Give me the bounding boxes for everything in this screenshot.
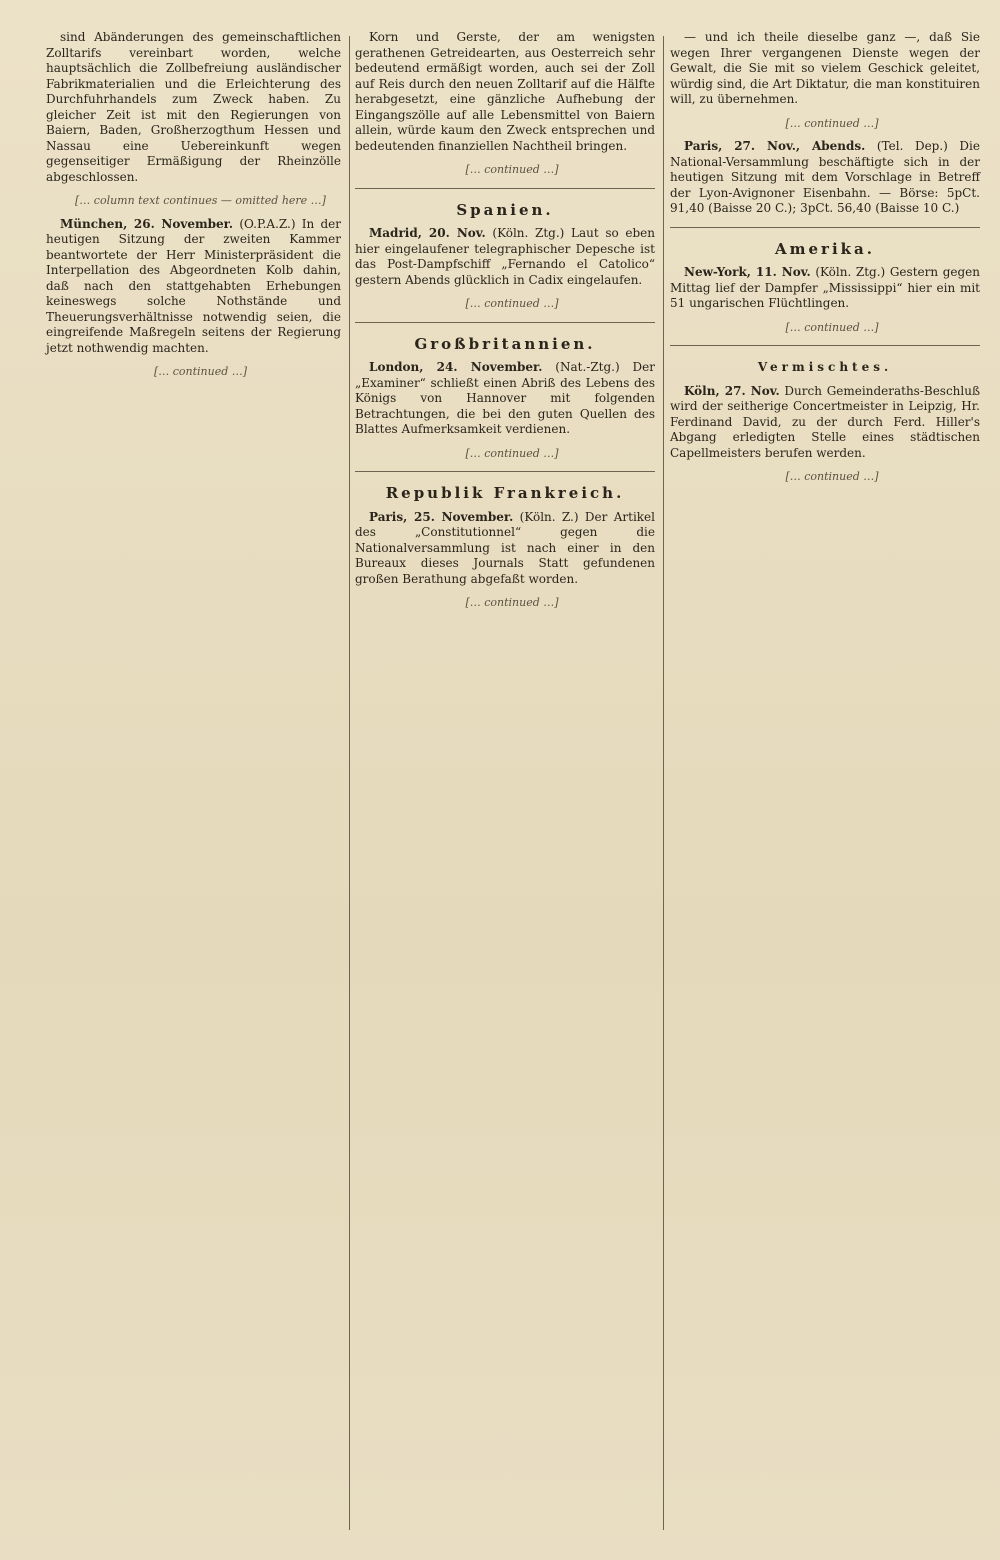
source-tag: (Tel. Dep.) — [876, 139, 948, 153]
dateline: Paris, 27. Nov., Abends. — [684, 139, 866, 153]
article-paragraph — [355, 30, 655, 154]
omission-note: [… continued …] — [465, 596, 559, 609]
omission-note: [… column text continues — omitted here …] — [75, 194, 326, 207]
section-rule — [670, 227, 980, 228]
section-heading: Spanien. — [456, 200, 554, 219]
source-tag: (Nat.-Ztg.) — [555, 360, 620, 374]
article-text: In der heutigen Sitzung der zweiten Kammer beantwortete der Herr Ministerpräsident die Interpellation des Abgeordneten Kolb dahin, daß nach den stattgehabten Erhebungen keineswegs solche Nothstände und Theuerungsverhältnisse notwendig seien, die eingreifende Maßregeln seitens der Regierung jetzt nothwendig machten. — [46, 216, 341, 355]
omission-note: [… continued …] — [153, 365, 248, 378]
dateline: Paris, 25. November. — [369, 509, 514, 524]
article-text: Laut so eben hier eingelaufener telegraphischer Depesche ist das Post-Dampfschiff „Fernando el Catolico“ gestern Abends glücklich in Cadix eingelaufen. — [355, 226, 655, 287]
article-text: Die National-Versammlung beschäftigte sich in der heutigen Sitzung mit dem Vorschlage in Betreff der Lyon-Avignoner Eisenbahn. — Börse: 5pCt. 91,40 (Baisse 20 C.); 3pCt. 56,40 (Baisse 10 C.) — [670, 139, 980, 215]
source-tag: (Köln. Z.) — [519, 509, 579, 524]
source-tag: (O.P.A.Z.) — [239, 216, 296, 231]
section-heading: Vermischtes. — [757, 360, 893, 374]
article-paragraph — [670, 139, 980, 217]
column-1 — [46, 30, 341, 1536]
omission-note: [… continued …] — [465, 297, 559, 310]
section-rule — [670, 345, 980, 346]
article-text: Der Artikel des „Constitutionnel“ gegen die Nationalversammlung ist nach einer in den Bureaux dieses Journals Statt gefundenen großen Berathung abgefaßt worden. — [355, 509, 655, 586]
column-2 — [355, 30, 655, 1536]
article-text: — und ich theile dieselbe ganz —, daß Sie wegen Ihrer vergangenen Dienste wegen der Gewalt, die Sie mit so vielem Geschick geleitet, würdig sind, die Art Diktatur, die man konstituiren will, zu übernehmen. — [670, 30, 980, 106]
article-text: sind Abänderungen des gemeinschaftlichen Zolltarifs vereinbart worden, welche hauptsächlich die Zollbefreiung ausländischer Fabrikmaterialien und die Erleichterung des Durchfuhrhandels zum Zweck haben. Zu gleicher Zeit ist mit den Regierungen von Baiern, Baden, Großherzogthum Hessen und Nassau eine Uebereinkunft wegen gegenseitiger Ermäßigung der Rheinzölle abgeschlossen. — [46, 30, 341, 184]
section-heading: Großbritannien. — [414, 334, 596, 353]
omission-note: [… continued …] — [785, 470, 879, 483]
article-text: Korn und Gerste, der am wenigsten gerathenen Getreidearten, aus Oesterreich sehr bedeutend ermäßigt worden, auch sei der Zoll auf Reis durch den neuen Zolltarif auf die Hälfte herabgesetzt, eine gänzliche Aufhebung der Eingangszölle auf alle Lebensmittel von Baiern allein, würde kaum den Zweck entsprechen und bedeutenden finanziellen Nachtheil bringen. — [355, 30, 655, 153]
omission-note: [… continued …] — [465, 446, 559, 460]
article-paragraph — [46, 30, 341, 185]
column-divider — [349, 36, 350, 1530]
article-paragraph — [670, 384, 980, 462]
section-heading: Amerika. — [775, 239, 875, 258]
article-paragraph — [46, 217, 341, 357]
dateline: London, 24. November. — [369, 360, 543, 374]
omission-note: [… continued …] — [785, 320, 879, 334]
section-rule — [355, 471, 655, 472]
article-paragraph — [355, 360, 655, 438]
column-3 — [670, 30, 980, 1536]
source-tag: (Köln. Ztg.) — [492, 226, 565, 240]
dateline: New-York, 11. Nov. — [684, 265, 811, 279]
article-paragraph — [670, 265, 980, 312]
article-paragraph — [670, 30, 980, 108]
dateline: München, 26. November. — [60, 216, 234, 231]
source-tag: (Köln. Ztg.) — [815, 265, 886, 279]
article-paragraph — [355, 226, 655, 288]
omission-note: [… continued …] — [785, 116, 879, 130]
section-heading: Republik Frankreich. — [385, 484, 625, 502]
article-text: Der „Examiner“ schließt einen Abriß des Lebens des Königs von Hannover mit folgenden Betrachtungen, die bei den guten Quellen des Blattes Aufmerksamkeit verdienen. — [355, 360, 655, 436]
article-text: Gestern gegen Mittag lief der Dampfer „Mississippi“ hier ein mit 51 ungarischen Flüchtlingen. — [670, 265, 980, 310]
dateline: Köln, 27. Nov. — [684, 383, 780, 398]
section-rule — [355, 322, 655, 323]
section-rule — [355, 188, 655, 189]
column-divider — [663, 36, 664, 1530]
article-text: Durch Gemeinderaths-Beschluß wird der seitherige Concertmeister in Leipzig, Hr. Ferdinand David, zu der durch Ferd. Hiller's Abgang erledigten Stelle eines städtischen Capellmeisters berufen werden. — [670, 383, 980, 460]
article-paragraph — [355, 510, 655, 588]
omission-note: [… continued …] — [465, 163, 559, 176]
dateline: Madrid, 20. Nov. — [369, 226, 486, 240]
